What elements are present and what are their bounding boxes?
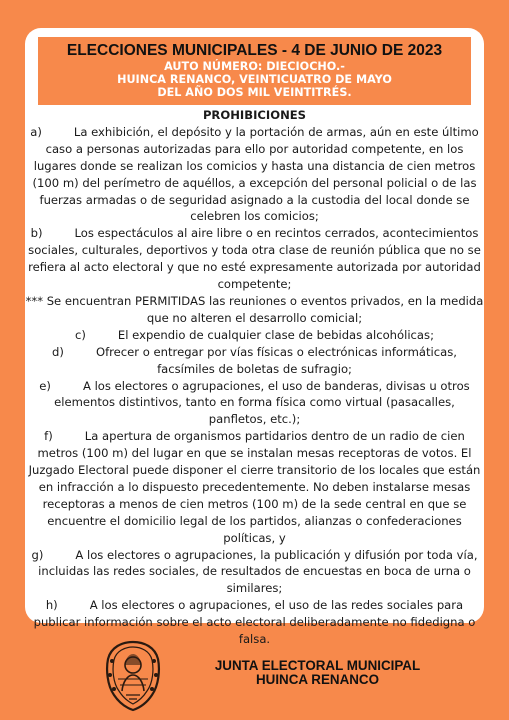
list-item-note	[25, 293, 484, 327]
page-title: ELECCIONES MUNICIPALES - 4 DE JUNIO DE 2023	[66, 42, 443, 59]
header-banner	[38, 37, 471, 105]
item-text: La apertura de organismos partidarios dentro de un radio de cien metros (100 m) del lugar en que se instalan mesas receptoras de votos. El Juzgado Electoral puede disponer el cierre transitorio de los locales que están en infracción a lo dispuesto precedentemente. No deben instalarse mesas receptoras a menos de cien metros (100 m) de la sede central en que se encuentre el domicilio legal de los partidos, alianzas o confederaciones políticas, y	[28, 429, 481, 545]
item-letter: b)	[30, 226, 43, 241]
year-line: DEL AÑO DOS MIL VEINTITRÉS.	[157, 86, 352, 99]
item-text: A los electores o agrupaciones, el uso de banderas, divisas u otros elementos distintivos, tanto en forma física como virtual (pasacalles, panfletos, etc.);	[54, 378, 470, 427]
footer	[0, 623, 509, 720]
item-text: El expendio de cualquier clase de bebidas alcohólicas;	[117, 327, 434, 342]
org-line-1: JUNTA ELECTORAL MUNICIPAL	[214, 658, 421, 673]
item-letter: h)	[45, 598, 58, 613]
item-text: A los electores o agrupaciones, la publicación y difusión por toda vía, incluidas las redes sociales, de resultados de encuestas en boca de urna o similares;	[38, 547, 478, 596]
document-card	[25, 28, 484, 647]
item-letter: a)	[30, 124, 42, 139]
item-letter: g)	[31, 547, 44, 562]
item-letter: c)	[75, 327, 86, 342]
auto-number: AUTO NÚMERO: DIECIOCHO.-	[164, 60, 345, 73]
prohibiciones-section	[25, 107, 484, 648]
item-text: La exhibición, el depósito y la portación de armas, aún en este último caso a personas autorizadas para ello por autoridad competente, en los lugares donde se realizan los comicios y hasta una distancia de cien metros (100 m) del perímetro de aquéllos, a excepción del personal policial o de las fuerzas armadas o de seguridad asignado a la custodia del local donde se celebren los comicios;	[32, 124, 479, 224]
section-heading: PROHIBICIONES	[202, 108, 307, 122]
item-text: Ofrecer o entregar por vías físicas o electrónicas informáticas, facsímiles de boletas de sufragio;	[95, 344, 457, 376]
org-line-2: HUINCA RENANCO	[256, 671, 379, 687]
item-text: A los electores o agrupaciones, el uso de las redes sociales para publicar información sobre el acto electoral deliberadamente no fidedigna o falsa.	[33, 598, 476, 647]
list-item	[25, 124, 484, 225]
item-text: Los espectáculos al aire libre o en recintos cerrados, acontecimientos sociales, culturales, deportivos y toda otra clase de reunión pública que no se refiera al acto electoral y que no esté expresamente autorizada por autoridad competente;	[28, 226, 481, 292]
item-letter: f)	[44, 429, 53, 444]
list-item	[25, 428, 484, 546]
list-item	[25, 225, 484, 293]
item-letter: e)	[39, 378, 51, 393]
list-item	[25, 327, 484, 344]
list-item	[25, 378, 484, 429]
place-date: HUINCA RENANCO, VEINTICUATRO DE MAYO	[117, 73, 392, 86]
item-letter: d)	[52, 344, 64, 359]
list-item	[25, 344, 484, 378]
organization-name	[200, 659, 435, 686]
item-text: *** Se encuentran PERMITIDAS las reuniones o eventos privados, en la medida que no alteren el desarrollo comicial;	[25, 293, 484, 325]
list-item	[25, 547, 484, 598]
municipal-seal-icon	[102, 639, 164, 713]
